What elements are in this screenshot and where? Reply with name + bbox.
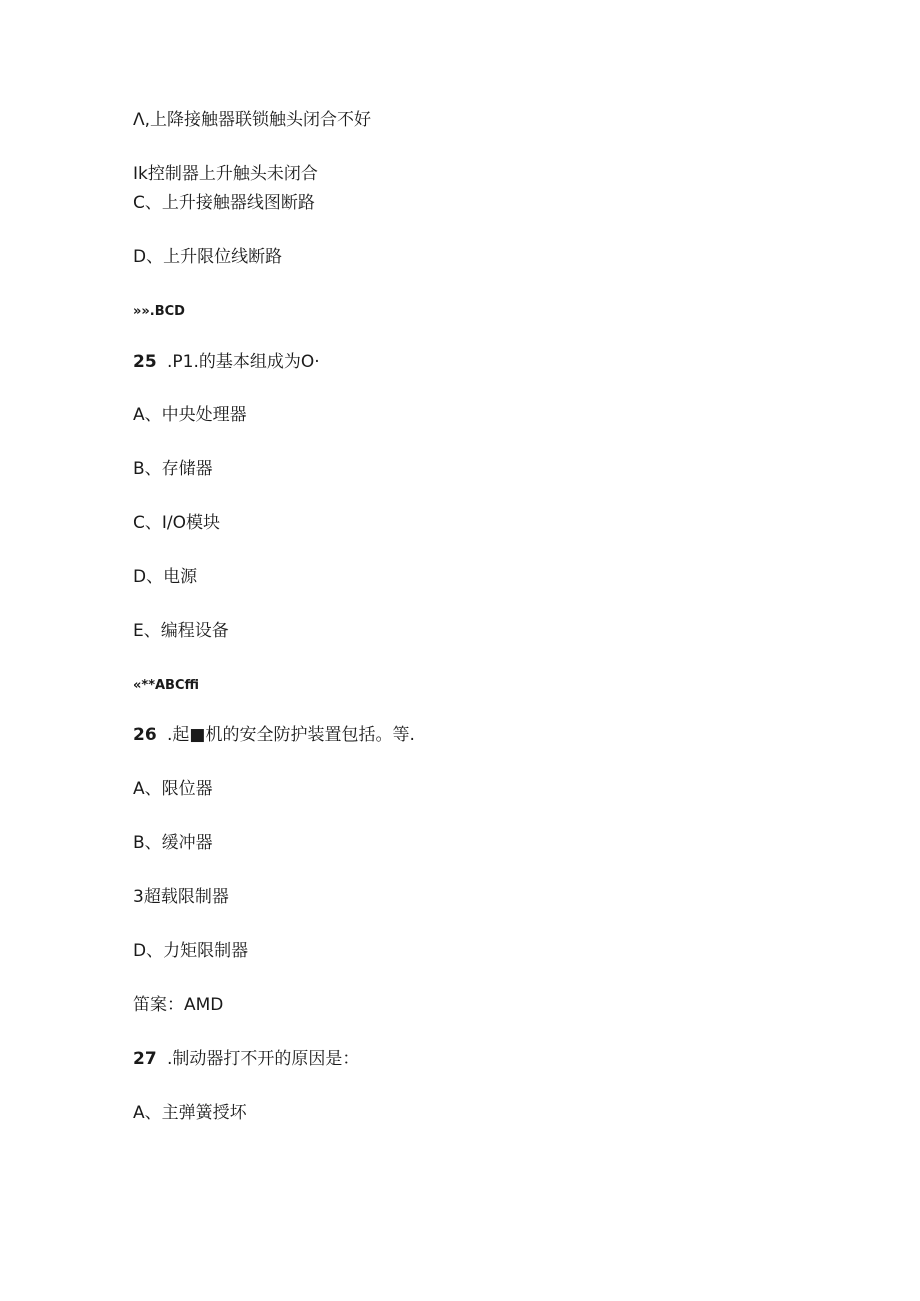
question-27 <box>133 1048 359 1070</box>
question-25 <box>133 351 320 373</box>
answer-line: 笛案：AMD <box>133 995 224 1015</box>
option-d-line: D、力矩限制器 <box>133 941 249 961</box>
question-26 <box>133 724 415 746</box>
option-a-line: A、中央处理器 <box>133 405 247 425</box>
option-a-line: A、限位器 <box>133 779 213 799</box>
option-b-line: B、存储器 <box>133 459 213 479</box>
question-text: .制动器打不开的原因是： <box>167 1049 360 1069</box>
option-e-line: E、编程设备 <box>133 621 229 641</box>
question-text: .起■机的安全防护装置包括。等. <box>167 725 415 745</box>
answer-line: «**ABCffi <box>133 678 200 693</box>
option-a-line: Λ,上降接触器联锁触头闭合不好 <box>133 110 372 130</box>
option-c-line: C、上升接触器线图断路 <box>133 193 315 213</box>
answer-line: »».BCD <box>133 304 185 319</box>
question-number: 27 <box>133 1049 157 1069</box>
question-text: .P1.的基本组成为O· <box>167 352 320 372</box>
option-c-line: C、I/O模块 <box>133 513 220 533</box>
question-number: 25 <box>133 352 157 372</box>
question-number: 26 <box>133 725 157 745</box>
option-b-line: Ik控制器上升触头未闭合 <box>133 164 318 184</box>
option-c-line: 3超载限制器 <box>133 887 229 907</box>
option-d-line: D、上升限位线断路 <box>133 247 283 267</box>
option-b-line: B、缓冲器 <box>133 833 213 853</box>
option-a-line: A、主弹簧授坏 <box>133 1103 247 1123</box>
option-d-line: D、电源 <box>133 567 198 587</box>
